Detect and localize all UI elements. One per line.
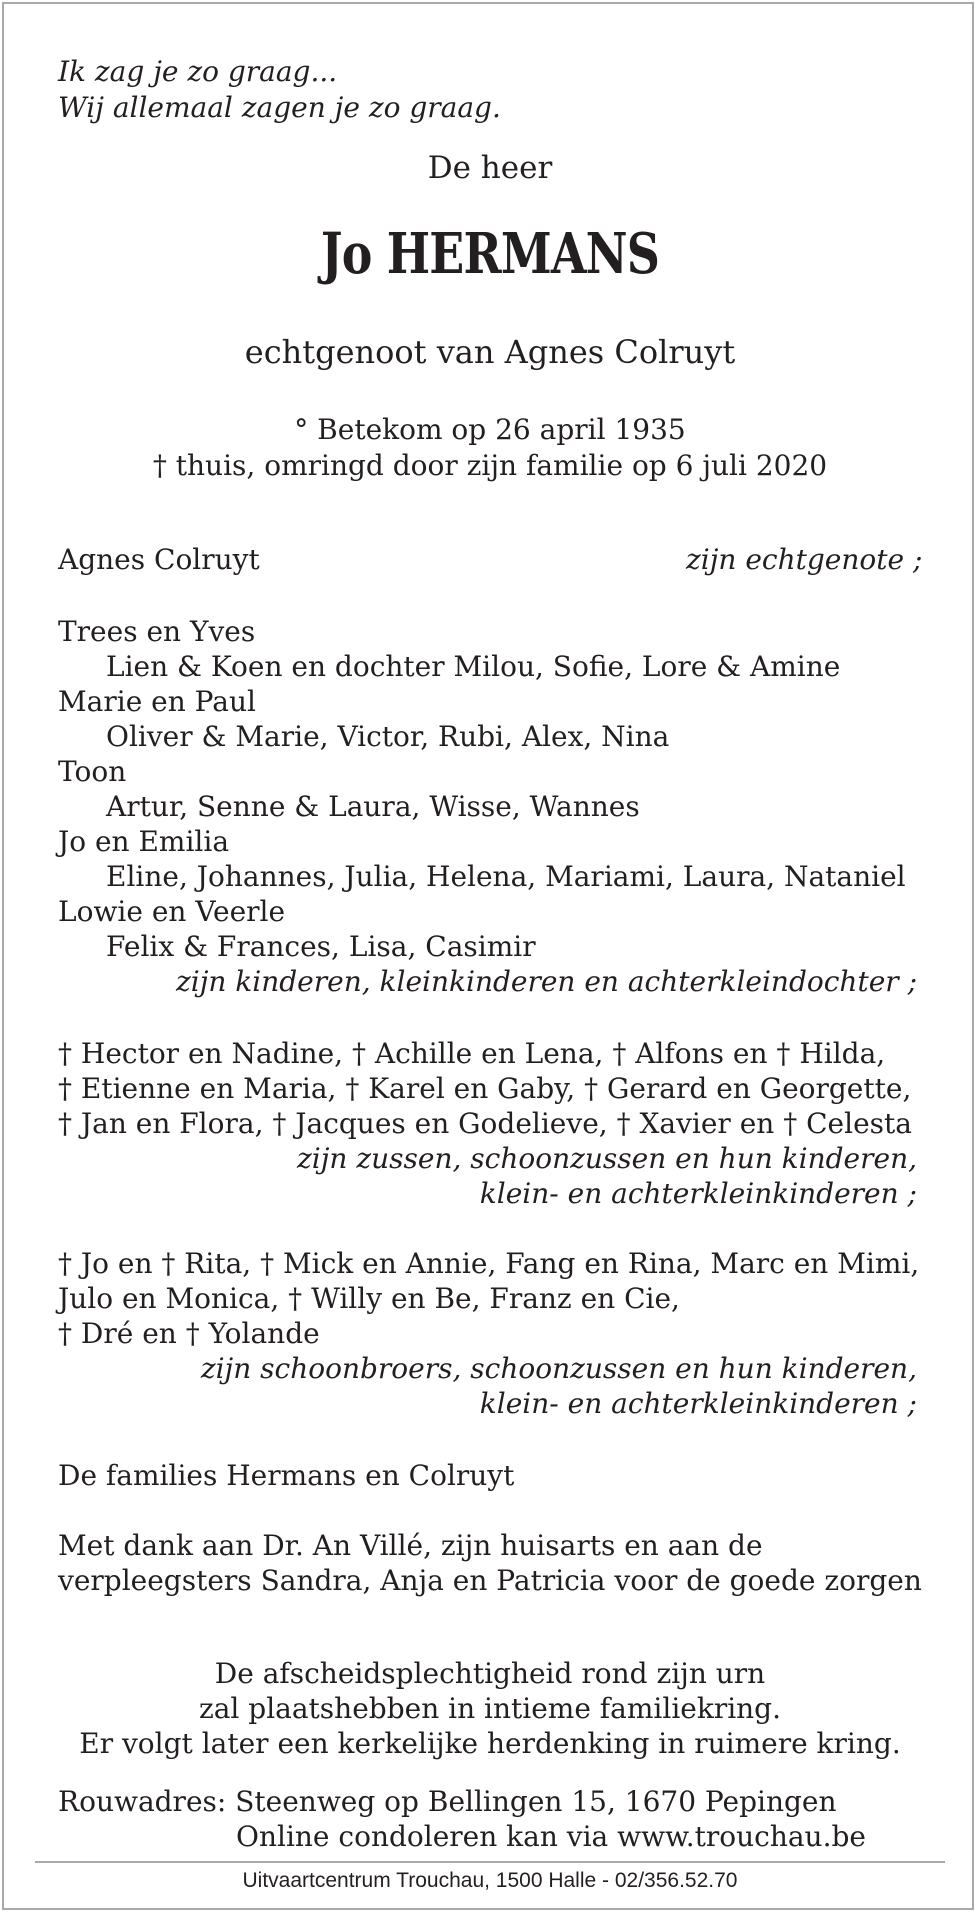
motto-line-1: Ik zag je zo graag... [58,55,338,88]
ceremony-line-1: De afscheidsplechtigheid rond zijn urn [214,1657,766,1690]
thanks-line-1: Met dank aan Dr. An Villé, zijn huisarts en aan de [58,1529,763,1562]
mourning-address: Rouwadres: Steenweg op Bellingen 15, 1670 Pepingen [58,1785,837,1818]
children-role: zijn kinderen, kleinkinderen en achterkleindochter ; [175,965,917,998]
in-law-line: † Dré en † Yolande [58,1317,320,1350]
grandchild-line: Artur, Senne & Laura, Wisse, Wannes [106,790,640,823]
child-line: Lowie en Veerle [58,895,286,928]
grandchild-line: Eline, Johannes, Julia, Helena, Mariami, Laura, Nataniel [106,860,906,893]
motto-line-2: Wij allemaal zagen je zo graag. [58,91,501,124]
child-line: Marie en Paul [58,685,256,718]
ceremony-line-3: Er volgt later een kerkelijke herdenking in ruimere kring. [79,1727,901,1760]
sisters-role-2: klein- en achterkleinkinderen ; [479,1177,917,1210]
funeral-home-footer: Uitvaartcentrum Trouchau, 1500 Halle - 02/356.52.70 [242,1869,738,1892]
grandchild-line: Oliver & Marie, Victor, Rubi, Alex, Nina [106,720,670,753]
sibling-line: † Etienne en Maria, † Karel en Gaby, † Gerard en Georgette, [58,1072,912,1105]
in-laws-role-1: zijn schoonbroers, schoonzussen en hun kinderen, [200,1352,917,1385]
families-line: De families Hermans en Colruyt [58,1459,515,1492]
grandchild-line: Felix & Frances, Lisa, Casimir [106,930,536,963]
in-laws-role-2: klein- en achterkleinkinderen ; [479,1387,917,1420]
child-line: Jo en Emilia [58,825,230,858]
in-law-line: † Jo en † Rita, † Mick en Annie, Fang en Rina, Marc en Mimi, [58,1247,920,1280]
deceased-name: Jo HERMANS [320,221,660,287]
child-line: Trees en Yves [58,615,256,648]
birth-line: ° Betekom op 26 april 1935 [294,413,686,446]
spouse-name: Agnes Colruyt [58,543,260,576]
footer-divider [35,1861,945,1863]
sibling-line: † Hector en Nadine, † Achille en Lena, † Alfons en † Hilda, [58,1037,886,1070]
ceremony-line-2: zal plaatshebben in intieme familiekring. [198,1692,782,1725]
grandchild-line: Lien & Koen en dochter Milou, Sofie, Lore & Amine [106,650,841,683]
in-law-line: Julo en Monica, † Willy en Be, Franz en Cie, [58,1282,680,1315]
honorific: De heer [427,150,553,186]
spouse-line: echtgenoot van Agnes Colruyt [244,333,736,371]
thanks-line-2: verpleegsters Sandra, Anja en Patricia voor de goede zorgen [58,1564,922,1597]
spouse-role: zijn echtgenote ; [686,543,923,576]
sisters-role-1: zijn zussen, schoonzussen en hun kinderen, [297,1142,917,1175]
sibling-line: † Jan en Flora, † Jacques en Godelieve, † Xavier en † Celesta [58,1107,912,1140]
online-condolence: Online condoleren kan via www.trouchau.be [236,1820,866,1853]
death-line: † thuis, omringd door zijn familie op 6 juli 2020 [152,449,828,482]
child-line: Toon [58,755,127,788]
